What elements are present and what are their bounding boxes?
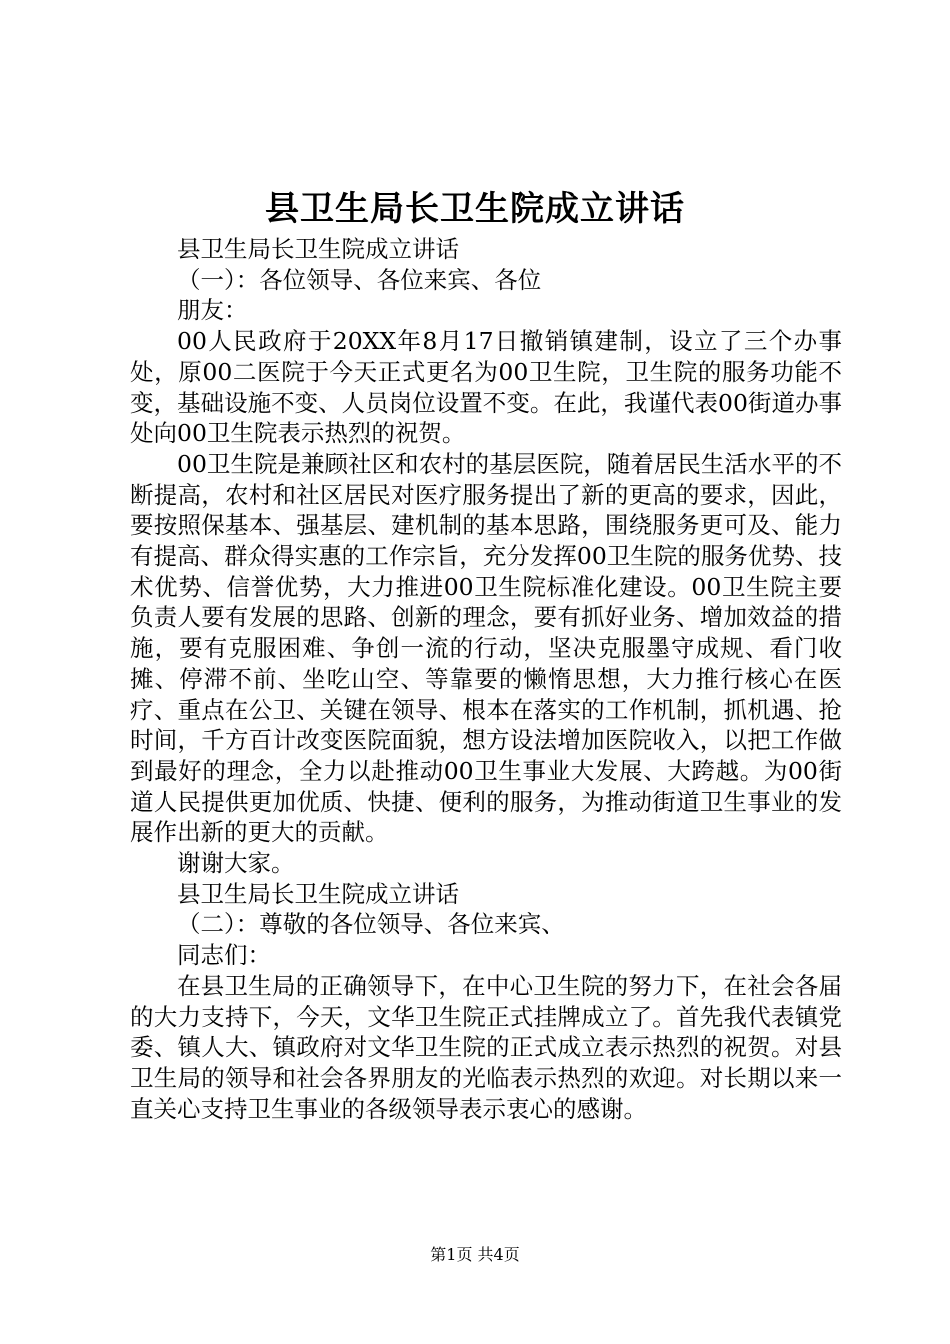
paragraph-body-3: 在县卫生局的正确领导下，在中心卫生院的努力下，在社会各届的大力支持下，今天，文华卫生院正式挂牌成立了。首先我代表镇党委、镇人大、镇政府对文华卫生院的正式成立表示热烈的祝贺。对县卫生局的领导和社会各界朋友的光临表示热烈的欢迎。对长期以来一直关心支持卫生事业的各级领导表示衷心的感谢。 xyxy=(130,971,842,1123)
page-number-footer: 第1页 共4页 xyxy=(430,1245,520,1264)
page-title: 县卫生局长卫生院成立讲话 xyxy=(265,189,685,229)
paragraph-salutation-1: （一）：各位领导、各位来宾、各位 xyxy=(177,265,542,294)
paragraph-salutation-1-cont: 朋友： xyxy=(177,296,248,325)
paragraph-body-1: 00人民政府于20XX年8月17日撤销镇建制，设立了三个办事处，原00二医院于今天正式更名为00卫生院，卫生院的服务功能不变，基础设施不变、人员岗位设置不变。在此，我谨代表00街道办事处向00卫生院表示热烈的祝贺。 xyxy=(130,327,842,448)
paragraph-salutation-2: （二）：尊敬的各位领导、各位来宾、 xyxy=(177,910,565,939)
paragraph-thanks: 谢谢大家。 xyxy=(177,849,295,878)
paragraph-heading-2: 县卫生局长卫生院成立讲话 xyxy=(177,879,459,908)
paragraph-salutation-2-cont: 同志们： xyxy=(177,941,271,970)
paragraph-heading-1: 县卫生局长卫生院成立讲话 xyxy=(177,235,459,263)
document-body xyxy=(130,234,842,1124)
paragraph-body-2: 00卫生院是兼顾社区和农村的基层医院，随着居民生活水平的不断提高，农村和社区居民对医疗服务提出了新的更高的要求，因此，要按照保基本、强基层、建机制的基本思路，围绕服务更可及、能力有提高、群众得实惠的工作宗旨，充分发挥00卫生院的服务优势、技术优势、信誉优势，大力推进00卫生院标准化建设。00卫生院主要负责人要有发展的思路、创新的理念，要有抓好业务、增加效益的措施，要有克服困难、争创一流的行动，坚决克服墨守成规、看门收摊、停滞不前、坐吃山空、等靠要的懒惰思想，大力推行核心在医疗、重点在公卫、关键在领导、根本在落实的工作机制，抓机遇、抢时间，千方百计改变医院面貌，想方设法增加医院收入，以把工作做到最好的理念，全力以赴推动00卫生事业大发展、大跨越。为00街道人民提供更加优质、快捷、便利的服务，为推动街道卫生事业的发展作出新的更大的贡献。 xyxy=(130,449,842,847)
